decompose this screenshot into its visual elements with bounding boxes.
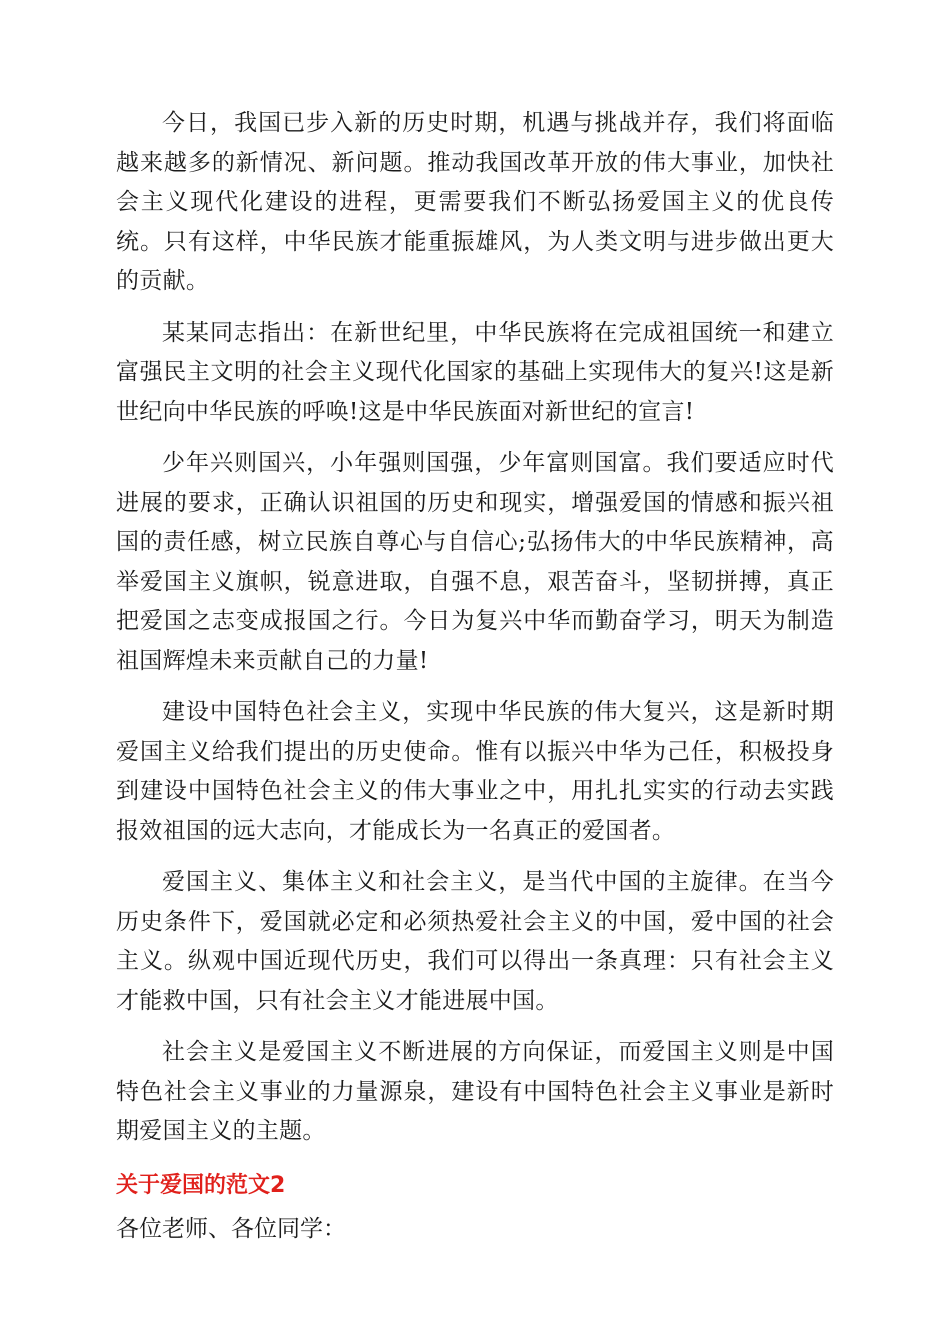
document-page — [116, 104, 834, 1249]
salutation: 各位老师、各位同学： — [116, 1215, 346, 1242]
paragraph-5: 爱国主义、集体主义和社会主义，是当代中国的主旋律。在当今历史条件下，爱国就必定和必须热爱社会主义的中国，爱中国的社会主义。纵观中国近现代历史，我们可以得出一条真理：只有社会主义才能救中国，只有社会主义才能进展中国。 — [116, 869, 834, 1014]
section-heading: 关于爱国的范文2 — [116, 1172, 286, 1198]
paragraph-3: 少年兴则国兴，小年强则国强，少年富则国富。我们要适应时代进展的要求，正确认识祖国的历史和现实，增强爱国的情感和振兴祖国的责任感，树立民族自尊心与自信心;弘扬伟大的中华民族精神，高举爱国主义旗帜，锐意进取，自强不息，艰苦奋斗，坚韧拼搏，真正把爱国之志变成报国之行。今日为复兴中华而勤奋学习，明天为制造祖国辉煌未来贡献自己的力量! — [116, 450, 834, 674]
paragraph-2: 某某同志指出：在新世纪里，中华民族将在完成祖国统一和建立富强民主文明的社会主义现代化国家的基础上实现伟大的复兴!这是新世纪向中华民族的呼唤!这是中华民族面对新世纪的宣言! — [116, 319, 834, 425]
paragraph-6: 社会主义是爱国主义不断进展的方向保证，而爱国主义则是中国特色社会主义事业的力量源泉，建设有中国特色社会主义事业是新时期爱国主义的主题。 — [116, 1039, 834, 1144]
paragraph-1: 今日，我国已步入新的历史时期，机遇与挑战并存，我们将面临越来越多的新情况、新问题。推动我国改革开放的伟大事业，加快社会主义现代化建设的进程，更需要我们不断弘扬爱国主义的优良传统。只有这样，中华民族才能重振雄风，为人类文明与进步做出更大的贡献。 — [116, 110, 834, 294]
paragraph-4: 建设中国特色社会主义，实现中华民族的伟大复兴，这是新时期爱国主义给我们提出的历史使命。惟有以振兴中华为己任，积极投身到建设中国特色社会主义的伟大事业之中，用扎扎实实的行动去实践报效祖国的远大志向，才能成长为一名真正的爱国者。 — [116, 699, 834, 844]
